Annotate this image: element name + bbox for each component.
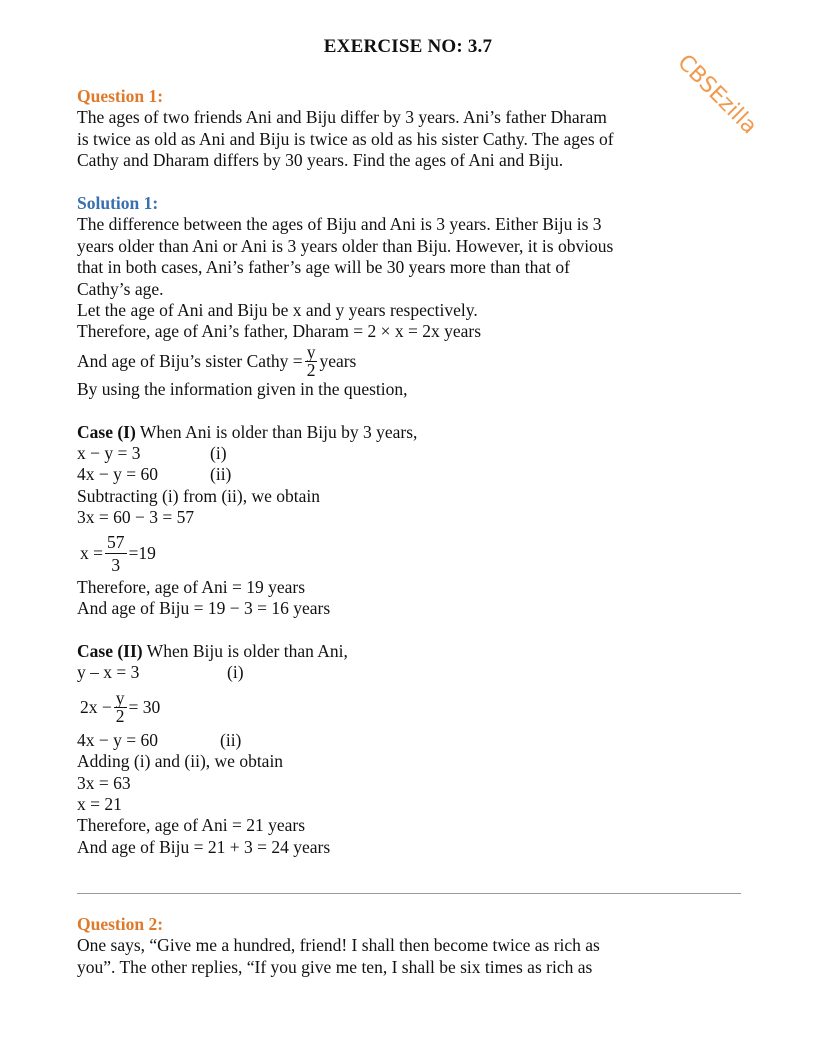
equation-number: (ii) bbox=[220, 729, 242, 750]
equation-number: (i) bbox=[227, 662, 244, 683]
solution-text-line: Therefore, age of Ani’s father, Dharam = 2 × x = 2x years bbox=[77, 321, 482, 342]
question-2-text-line: you”. The other replies, “If you give me ten, I shall be six times as rich as bbox=[77, 956, 593, 977]
case-2-equation-1 bbox=[77, 662, 757, 683]
solution-text-line: years older than Ani or Ani is 3 years older than Biju. However, it is obvious bbox=[77, 235, 614, 256]
question-1-text-line: Cathy and Dharam differs by 30 years. Find the ages of Ani and Biju. bbox=[77, 150, 564, 171]
fraction-denominator: 3 bbox=[111, 555, 121, 576]
equation-number: (ii) bbox=[210, 464, 232, 485]
case-1-result: Therefore, age of Ani = 19 years bbox=[77, 576, 306, 597]
equation-number: (i) bbox=[210, 443, 227, 464]
equation-text: x − y = 3 bbox=[77, 443, 141, 464]
fraction-numerator: 57 bbox=[107, 532, 125, 553]
case-1-text: When Ani is older than Biju by 3 years, bbox=[135, 421, 418, 442]
case-2-result: Therefore, age of Ani = 21 years bbox=[77, 815, 306, 836]
solution-1-heading: Solution 1: bbox=[77, 193, 159, 214]
equation-text: 4x − y = 60 bbox=[77, 729, 158, 750]
fraction-prefix: x = bbox=[80, 542, 103, 563]
case-1-heading bbox=[77, 422, 757, 443]
page-title: EXERCISE NO: 3.7 bbox=[323, 36, 493, 57]
fraction-suffix: =19 bbox=[128, 542, 156, 563]
watermark-logo: CBSEzilla bbox=[672, 50, 762, 140]
case-1-fraction bbox=[105, 531, 127, 576]
case-2-heading bbox=[77, 641, 757, 662]
fraction-numerator: y bbox=[115, 688, 125, 709]
case-1-fraction-equation bbox=[77, 529, 757, 577]
question-2-text-line: One says, “Give me a hundred, friend! I shall then become twice as rich as bbox=[77, 935, 600, 956]
main-content bbox=[77, 86, 757, 858]
fraction-suffix: = 30 bbox=[128, 696, 161, 717]
case-1-equation-2 bbox=[77, 464, 757, 485]
fraction-denominator: 2 bbox=[115, 706, 125, 727]
fraction-denominator: 2 bbox=[306, 360, 316, 381]
question-1-heading: Question 1: bbox=[77, 86, 164, 106]
solution-text-line: Cathy’s age. bbox=[77, 278, 164, 299]
case-2-text: When Biju is older than Ani, bbox=[142, 640, 348, 661]
case-2-step: x = 21 bbox=[77, 793, 122, 814]
cathy-equation-suffix: years bbox=[319, 350, 357, 371]
case-1-step: 3x = 60 − 3 = 57 bbox=[77, 507, 195, 528]
case-2-equation-2 bbox=[77, 730, 757, 751]
case-2-fraction bbox=[114, 690, 127, 725]
case-1-label: Case (I) bbox=[77, 421, 136, 442]
cathy-age-equation bbox=[77, 343, 757, 379]
equation-text: 4x − y = 60 bbox=[77, 464, 158, 485]
case-2-result: And age of Biju = 21 + 3 = 24 years bbox=[77, 836, 331, 857]
question-1-text-line: The ages of two friends Ani and Biju differ by 3 years. Ani’s father Dharam bbox=[77, 107, 607, 128]
case-1-step: Subtracting (i) from (ii), we obtain bbox=[77, 485, 320, 506]
solution-text-line: The difference between the ages of Biju and Ani is 3 years. Either Biju is 3 bbox=[77, 214, 602, 235]
case-2-label: Case (II) bbox=[77, 640, 143, 661]
question-2-section bbox=[77, 914, 757, 978]
solution-text-line: that in both cases, Ani’s father’s age will be 30 years more than that of bbox=[77, 257, 570, 278]
case-1-result: And age of Biju = 19 − 3 = 16 years bbox=[77, 598, 331, 619]
cathy-fraction bbox=[305, 344, 318, 379]
question-1-text-line: is twice as old as Ani and Biju is twice as old as his sister Cathy. The ages of bbox=[77, 128, 614, 149]
solution-text-line: By using the information given in the question, bbox=[77, 378, 408, 399]
case-2-step: Adding (i) and (ii), we obtain bbox=[77, 751, 284, 772]
fraction-prefix: 2x − bbox=[80, 696, 112, 717]
section-divider bbox=[77, 893, 741, 894]
cathy-equation-prefix: And age of Biju’s sister Cathy = bbox=[77, 350, 303, 371]
equation-text: y – x = 3 bbox=[77, 662, 140, 683]
case-2-fraction-equation bbox=[77, 684, 757, 730]
case-1-equation-1 bbox=[77, 443, 757, 464]
fraction-numerator: y bbox=[306, 342, 316, 363]
question-2-heading: Question 2: bbox=[77, 914, 164, 934]
case-2-step: 3x = 63 bbox=[77, 772, 131, 793]
solution-text-line: Let the age of Ani and Biju be x and y years respectively. bbox=[77, 300, 478, 321]
